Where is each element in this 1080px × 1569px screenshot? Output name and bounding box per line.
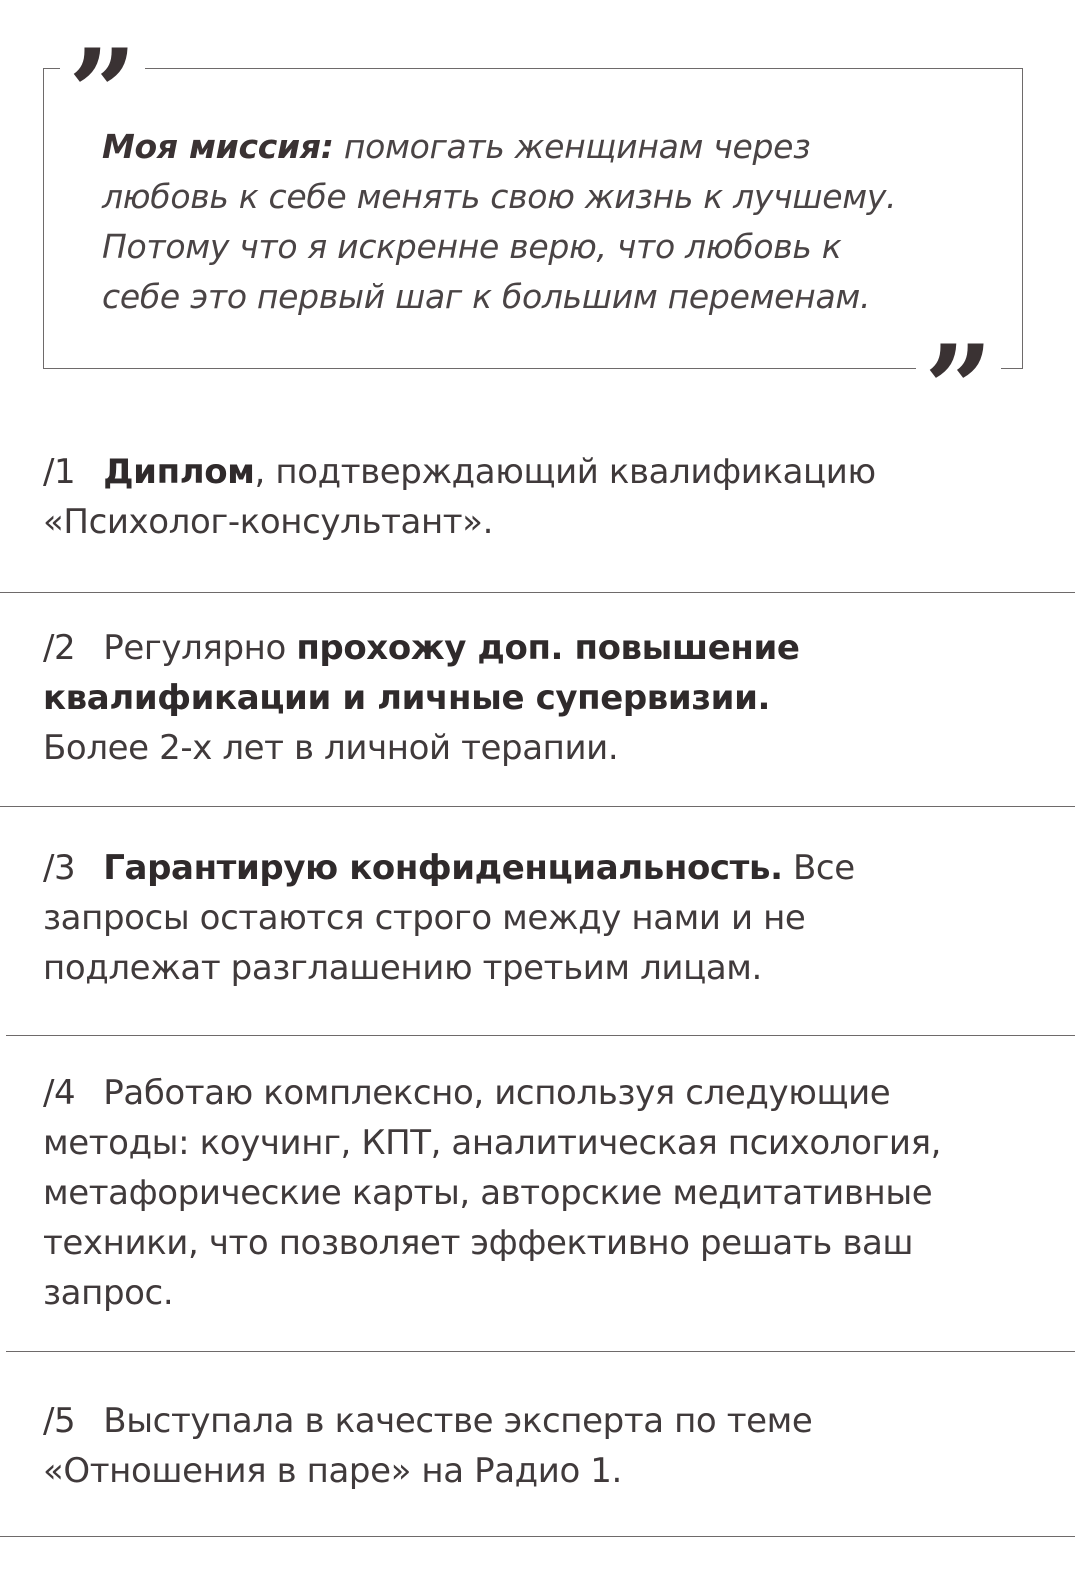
item-number: /2 xyxy=(43,628,76,668)
mission-line-3: Потому что я искренне верю, что любовь к xyxy=(102,227,842,266)
list-item-3: /3 Гарантирую конфиденциальность. Все запросы остаются строго между нами и не подлежат разглашению третьим лицам. xyxy=(43,848,855,988)
open-quote-icon: ” xyxy=(60,44,145,100)
list-item-2: /2 Регулярно прохожу доп. повышение квалификации и личные супервизии. Более 2-х лет в личной терапии. xyxy=(43,628,800,768)
item-number: /1 xyxy=(43,452,76,492)
divider xyxy=(6,1035,1075,1036)
mission-line-2: любовь к себе менять свою жизнь к лучшему. xyxy=(102,177,897,216)
item-number: /4 xyxy=(43,1073,76,1113)
item-number: /5 xyxy=(43,1401,76,1441)
item-number: /3 xyxy=(43,848,76,888)
list-item-4: /4 Работаю комплексно, используя следующие методы: коучинг, КПТ, аналитическая психология, метафорические карты, авторские медитативные техники, что позволяет эффективно решать ваш запрос. xyxy=(43,1073,942,1313)
divider xyxy=(6,1351,1075,1352)
mission-quote-text xyxy=(102,122,1002,322)
close-quote-icon: ” xyxy=(916,340,1001,396)
mission-line-4: себе это первый шаг к большим переменам. xyxy=(102,277,871,316)
divider xyxy=(0,1536,1075,1537)
list-item-1: /1 Диплом, подтверждающий квалификацию «Психолог-консультант». xyxy=(43,452,876,542)
divider xyxy=(0,592,1075,593)
list-item-5: /5 Выступала в качестве эксперта по теме «Отношения в паре» на Радио 1. xyxy=(43,1401,813,1491)
mission-lead: Моя миссия: xyxy=(102,127,334,166)
divider xyxy=(0,806,1075,807)
mission-line-1: Моя миссия: помогать женщинам через xyxy=(102,127,811,166)
